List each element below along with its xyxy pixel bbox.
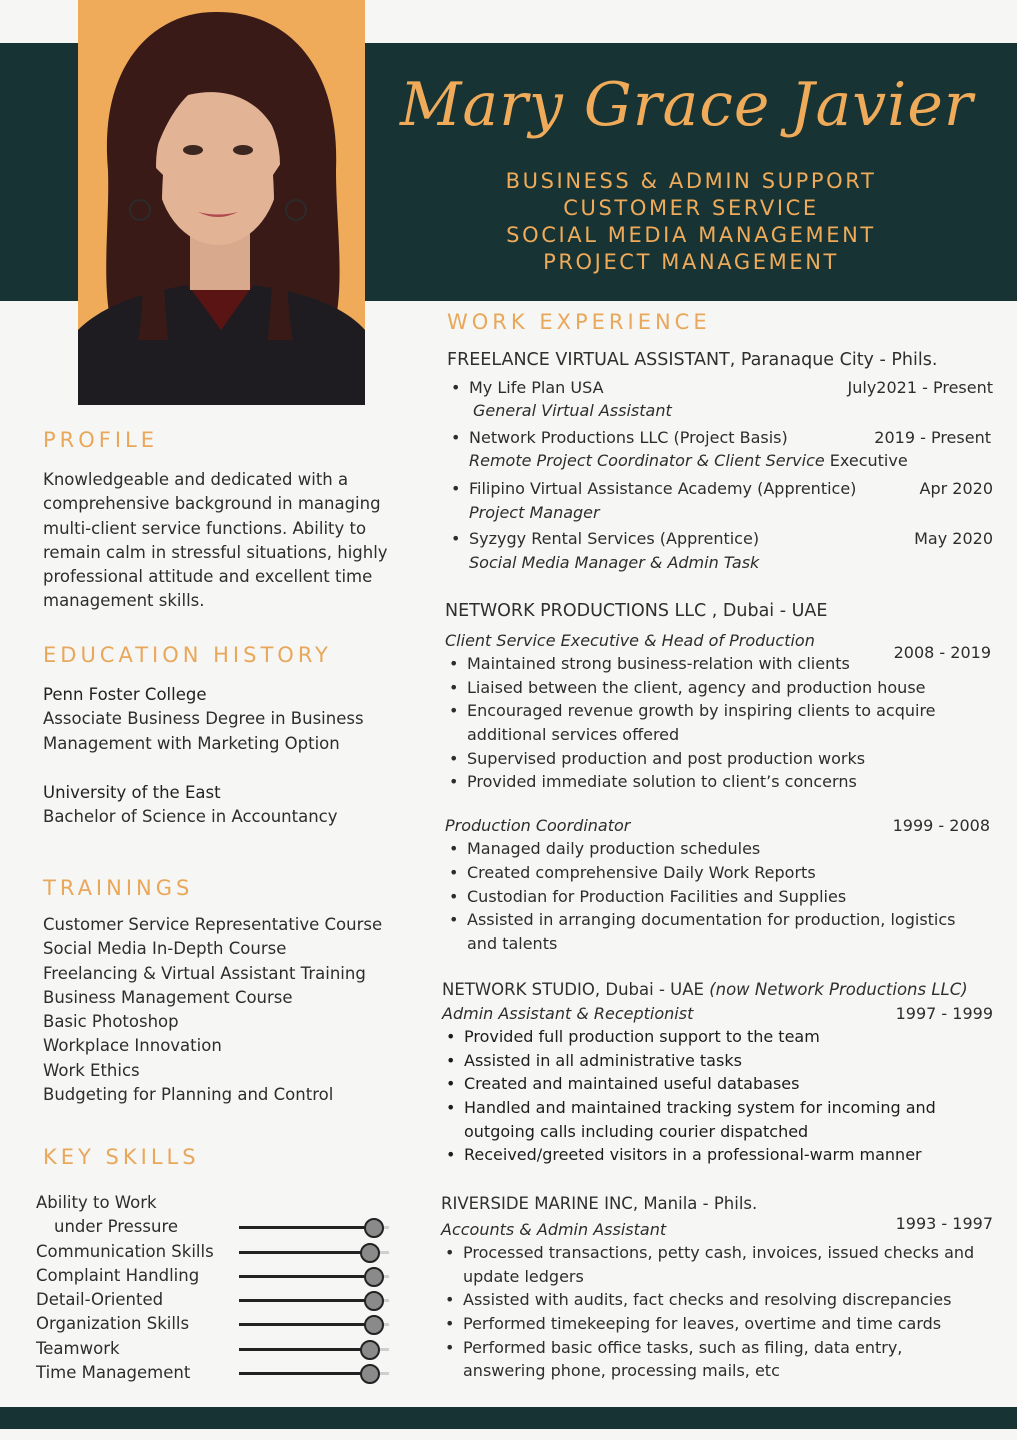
job-date: 1993 - 1997	[895, 1213, 993, 1233]
profile-heading: PROFILE	[43, 428, 159, 452]
skill-bar-fill	[239, 1226, 374, 1229]
work-heading: WORK EXPERIENCE	[447, 310, 711, 334]
client-role: General Virtual Assistant	[473, 401, 672, 421]
job-title: Production Coordinator	[445, 815, 631, 835]
profile-line: professional attitude and excellent time	[43, 567, 373, 587]
skill-row	[36, 1264, 396, 1288]
duty-item: • Assisted in arranging documentation for production, logistics	[445, 908, 993, 932]
duty-item: • Processed transactions, petty cash, invoices, issued checks and	[441, 1241, 994, 1265]
duty-continued-text: outgoing calls including courier dispatched	[464, 1121, 809, 1141]
network-productions-block	[445, 600, 993, 955]
duty-item: • Custodian for Production Facilities and Supplies	[445, 885, 993, 909]
skill-bar-knob	[364, 1267, 384, 1287]
training-item: Work Ethics	[43, 1060, 140, 1080]
skill-bar-fill	[239, 1275, 374, 1278]
client-name: Network Productions LLC (Project Basis)	[469, 427, 788, 447]
client-date: 2019 - Present	[874, 427, 991, 447]
skill-bar-knob	[360, 1340, 380, 1360]
duty-item: • Liaised between the client, agency and production house	[445, 676, 993, 700]
school-name: University of the East	[43, 783, 221, 802]
skill-bar-fill	[239, 1323, 374, 1326]
education-entry	[43, 683, 364, 756]
profile-line: management skills.	[43, 591, 205, 611]
training-item: Workplace Innovation	[43, 1036, 222, 1056]
training-item: Customer Service Representative Course	[43, 915, 383, 934]
footer-band	[0, 1407, 1017, 1429]
skill-row	[36, 1337, 396, 1361]
duty-item: • Assisted in all administrative tasks	[442, 1049, 995, 1073]
client-date: July2021 - Present	[847, 377, 993, 397]
client-name: Syzygy Rental Services (Apprentice)	[469, 529, 760, 549]
skill-bar-fill	[239, 1299, 374, 1302]
client-role-rest: Executive	[824, 451, 908, 471]
company-name: NETWORK PRODUCTIONS LLC	[445, 601, 707, 621]
job-title: Admin Assistant & Receptionist	[442, 1003, 694, 1023]
duty-item: • Handled and maintained tracking system for incoming and	[442, 1096, 995, 1120]
role-line: BUSINESS & ADMIN SUPPORT	[505, 169, 877, 193]
job-title: Client Service Executive & Head of Production	[445, 630, 815, 650]
company-name: FREELANCE VIRTUAL ASSISTANT	[447, 350, 730, 370]
duty-item: • Assisted with audits, fact checks and resolving discrepancies	[441, 1288, 994, 1312]
skill-row	[36, 1191, 396, 1215]
skill-bar	[239, 1323, 389, 1326]
client-item	[447, 376, 993, 423]
skill-label: Teamwork	[36, 1338, 120, 1358]
skill-bar	[239, 1226, 389, 1229]
profile-text	[43, 468, 388, 614]
duty-item-continued	[442, 1120, 995, 1144]
skills-list	[36, 1191, 396, 1385]
company-location: , Manila - Phils.	[632, 1194, 758, 1213]
role-line: SOCIAL MEDIA MANAGEMENT	[506, 223, 876, 247]
duty-item: • Managed daily production schedules	[445, 837, 993, 861]
skill-label: Organization Skills	[36, 1314, 190, 1334]
duty-item: • Created comprehensive Daily Work Reports	[445, 861, 993, 885]
trainings-heading: TRAININGS	[43, 876, 194, 900]
job-date: 2008 - 2019	[893, 642, 991, 662]
skill-label-continued: under Pressure	[54, 1217, 179, 1237]
skill-label: Ability to Work	[36, 1193, 157, 1212]
company-location: , Paranaque City - Phils.	[729, 350, 938, 370]
company-location: , Dubai - UAE	[706, 601, 828, 621]
degree-line: Management with Marketing Option	[43, 733, 340, 753]
skill-bar	[239, 1251, 389, 1254]
skill-row	[36, 1312, 396, 1336]
riverside-block	[441, 1192, 994, 1383]
profile-photo	[78, 0, 365, 405]
client-date: May 2020	[914, 529, 993, 549]
skill-bar	[239, 1299, 389, 1302]
role-list	[430, 168, 952, 276]
skill-row	[36, 1215, 396, 1239]
company-note: (now Network Productions LLC)	[709, 980, 968, 999]
job-title: Accounts & Admin Assistant	[441, 1219, 667, 1239]
client-name: Filipino Virtual Assistance Academy (Apprentice)	[469, 478, 857, 498]
duty-continued-text: and talents	[467, 933, 558, 953]
duty-item: • Maintained strong business-relation with clients	[445, 652, 993, 676]
company-location: , Dubai - UAE	[594, 980, 710, 999]
duty-item-continued	[441, 1359, 994, 1383]
company-heading	[445, 600, 993, 624]
client-role: Project Manager	[469, 502, 600, 522]
company-name: NETWORK STUDIO	[442, 980, 595, 999]
trainings-list	[43, 913, 382, 1107]
training-item: Budgeting for Planning and Control	[43, 1085, 334, 1105]
duty-item: • Provided full production support to the team	[442, 1025, 995, 1049]
school-name: Penn Foster College	[43, 685, 207, 704]
skill-label: Communication Skills	[36, 1241, 214, 1261]
freelance-block	[447, 349, 993, 574]
company-name: RIVERSIDE MARINE INC	[441, 1194, 633, 1213]
skill-bar-knob	[364, 1218, 384, 1238]
skill-bar-knob	[364, 1315, 384, 1335]
education-heading: EDUCATION HISTORY	[43, 643, 332, 667]
skill-label: Complaint Handling	[36, 1265, 200, 1285]
skill-bar-fill	[239, 1372, 370, 1375]
duty-item-continued	[441, 1265, 994, 1289]
degree-line: Associate Business Degree in Business	[43, 709, 364, 729]
profile-line: multi-client service functions. Ability to	[43, 518, 367, 538]
skill-label: Detail-Oriented	[36, 1290, 164, 1310]
duty-item: • Performed basic office tasks, such as filing, data entry,	[441, 1336, 994, 1360]
training-item: Freelancing & Virtual Assistant Training	[43, 963, 366, 983]
duty-item: • Received/greeted visitors in a professional-warm manner	[442, 1143, 995, 1167]
skill-bar-knob	[360, 1364, 380, 1384]
education-entry	[43, 781, 338, 830]
skill-row	[36, 1288, 396, 1312]
training-item: Business Management Course	[43, 987, 293, 1007]
skills-heading: KEY SKILLS	[43, 1145, 200, 1169]
client-date: Apr 2020	[919, 478, 993, 498]
profile-line: comprehensive background in managing	[43, 494, 381, 514]
job-date: 1999 - 2008	[892, 815, 990, 835]
client-item	[447, 527, 993, 574]
duty-continued-text: answering phone, processing mails, etc	[463, 1361, 780, 1381]
skill-label: Time Management	[36, 1363, 191, 1383]
role-line: PROJECT MANAGEMENT	[543, 250, 839, 274]
training-item: Social Media In-Depth Course	[43, 939, 287, 959]
network-studio-block	[442, 978, 995, 1167]
skill-row	[36, 1361, 396, 1385]
skill-bar-fill	[239, 1251, 370, 1254]
duty-continued-text: additional services offered	[467, 724, 680, 744]
company-heading	[447, 349, 993, 373]
skill-bar-knob	[364, 1291, 384, 1311]
profile-line: Knowledgeable and dedicated with a	[43, 470, 349, 489]
degree-line: Bachelor of Science in Accountancy	[43, 807, 338, 827]
role-line: CUSTOMER SERVICE	[563, 196, 819, 220]
job-date: 1997 - 1999	[895, 1003, 993, 1023]
person-name: Mary Grace Javier	[400, 70, 974, 140]
client-role: Social Media Manager & Admin Task	[469, 552, 760, 572]
duty-item: • Performed timekeeping for leaves, overtime and time cards	[441, 1312, 994, 1336]
duty-item: • Encouraged revenue growth by inspiring clients to acquire	[445, 699, 993, 723]
duty-item: • Created and maintained useful databases	[442, 1072, 995, 1096]
duty-item-continued	[445, 723, 993, 747]
client-name: My Life Plan USA	[469, 377, 604, 397]
duty-continued-text: update ledgers	[463, 1266, 584, 1286]
profile-line: remain calm in stressful situations, highly	[43, 542, 388, 562]
skill-bar	[239, 1348, 389, 1351]
skill-bar	[239, 1372, 389, 1375]
skill-bar-fill	[239, 1348, 370, 1351]
duty-item-continued	[445, 932, 993, 956]
training-item: Basic Photoshop	[43, 1012, 179, 1032]
company-heading	[442, 978, 995, 1002]
client-item	[447, 426, 993, 473]
skill-row	[36, 1240, 396, 1264]
skill-bar-knob	[360, 1243, 380, 1263]
client-item	[447, 477, 993, 524]
duty-item: • Provided immediate solution to client’s concerns	[445, 770, 993, 794]
skill-bar	[239, 1275, 389, 1278]
client-role: Remote Project Coordinator & Client Service	[469, 451, 825, 471]
duty-item: • Supervised production and post production works	[445, 747, 993, 771]
